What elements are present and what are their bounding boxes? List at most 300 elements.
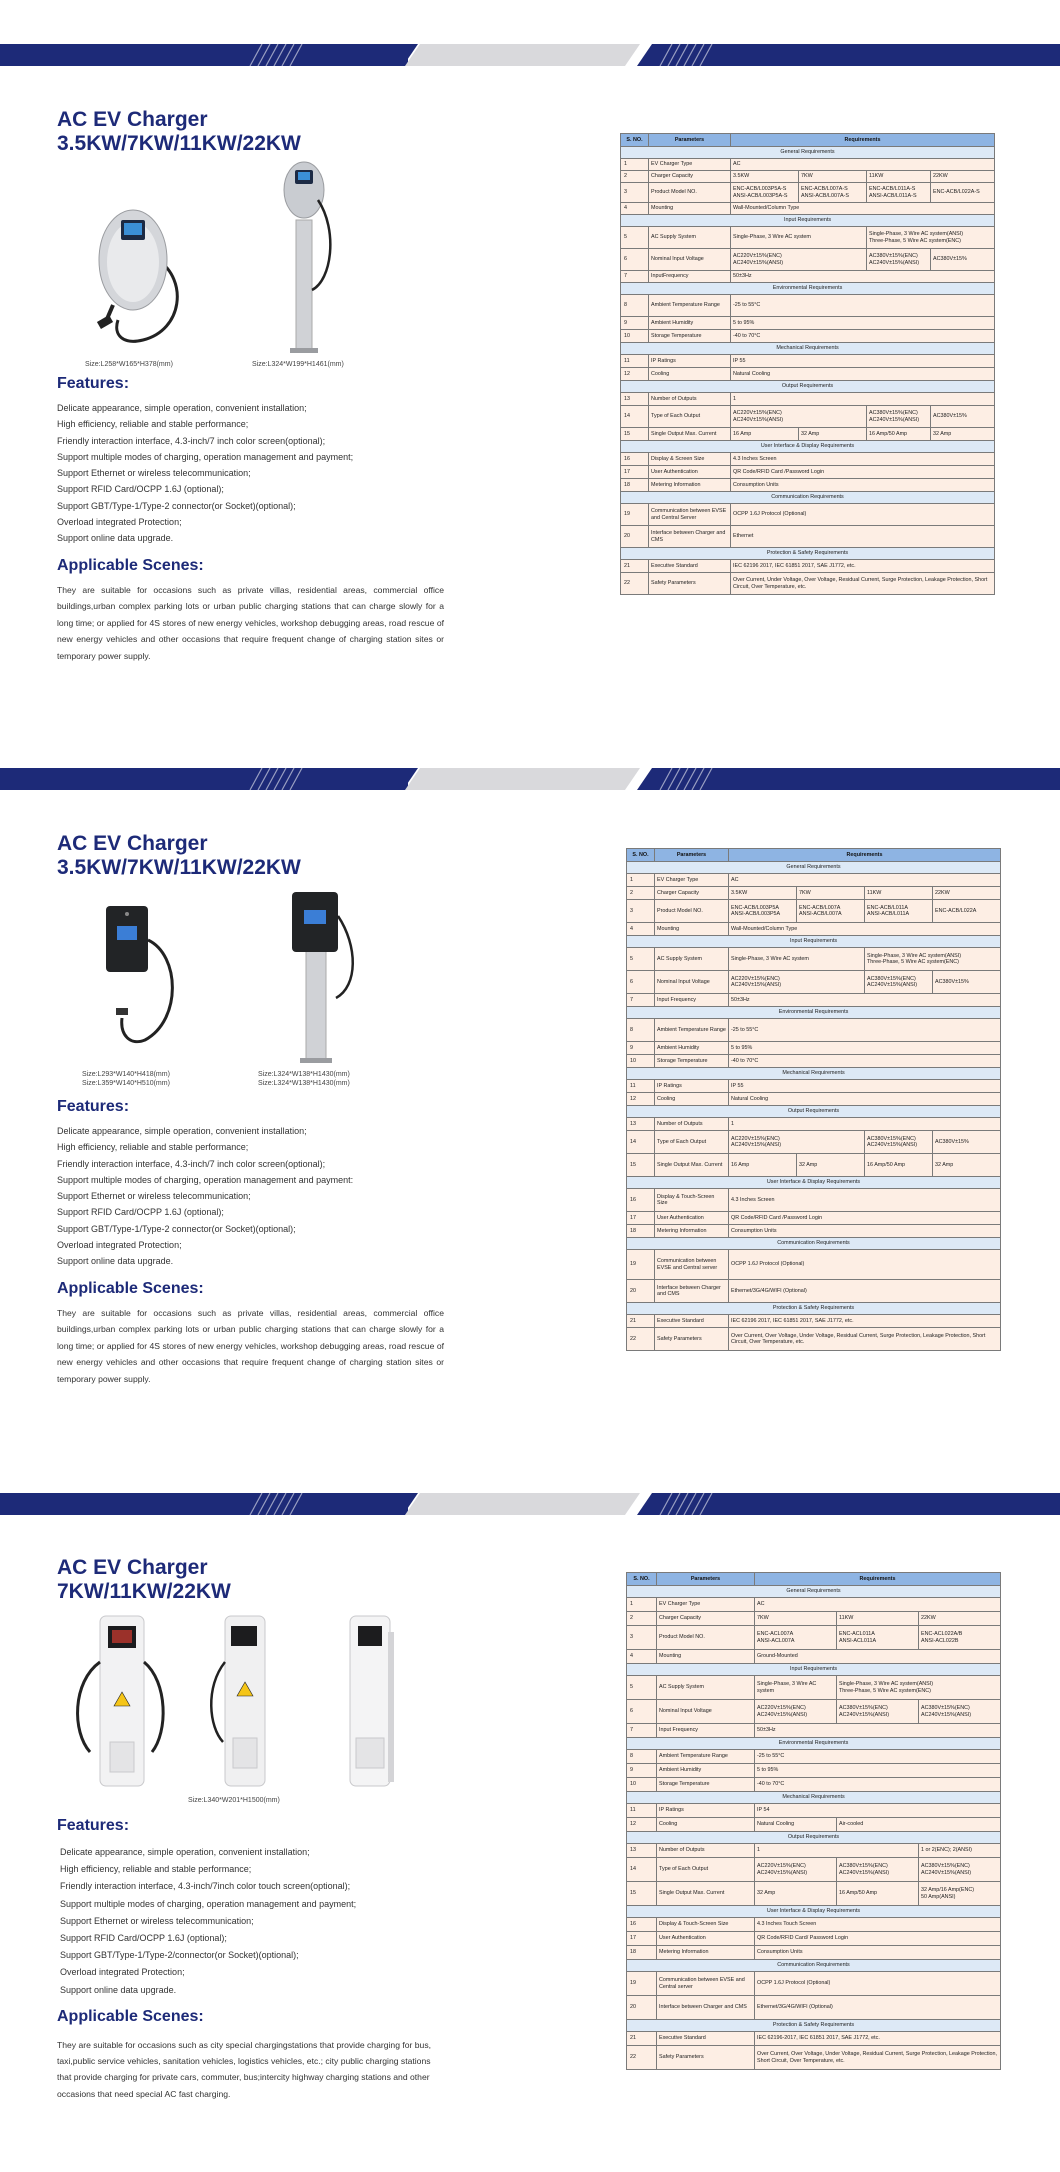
table-cell: Nominal Input Voltage bbox=[649, 249, 731, 271]
table-cell: Charger Capacity bbox=[655, 887, 729, 900]
charger-icon bbox=[88, 200, 188, 350]
table-row bbox=[621, 227, 995, 249]
title-line-1: AC EV Charger bbox=[57, 832, 208, 855]
table-cell: AC Supply System bbox=[657, 1676, 755, 1700]
table-cell: Input Requirements bbox=[627, 936, 1001, 948]
table-cell: 14 bbox=[627, 1858, 657, 1882]
spec-table bbox=[626, 848, 1001, 1351]
table-cell bbox=[867, 183, 931, 203]
table-cell: QR Code/RFID Card/ Password Login bbox=[755, 1932, 1001, 1946]
table-cell: Three-Phase, 5 Wire AC system(ENC) bbox=[867, 959, 959, 965]
table-section-row bbox=[627, 1664, 1001, 1676]
table-cell: 18 bbox=[627, 1225, 655, 1238]
feature-item: Support GBT/Type-1/Type-2 connector(or Socket)(optional); bbox=[57, 1223, 296, 1234]
table-cell: AC240V±15%(ANSI) bbox=[733, 416, 783, 423]
size-caption: Size:L293*W140*H418(mm) Size:L359*W140*H510(mm) bbox=[82, 1071, 170, 1087]
table-cell: ENC-ACB/L007A-S bbox=[801, 186, 848, 193]
table-section-row bbox=[627, 1068, 1001, 1080]
table-cell: 32 Amp bbox=[799, 428, 867, 441]
table-cell: AC240V±15%(ANSI) bbox=[733, 259, 783, 266]
table-row bbox=[621, 393, 995, 406]
feature-item: High efficiency, reliable and stable performance; bbox=[57, 1142, 249, 1153]
table-cell: 32 Amp bbox=[755, 1882, 837, 1906]
table-cell: Communication Requirements bbox=[627, 1960, 1001, 1972]
table-cell: 11 bbox=[627, 1804, 657, 1818]
table-cell: IP Ratings bbox=[649, 355, 731, 368]
table-cell: 4.3 Inches Screen bbox=[731, 453, 995, 466]
table-section-row bbox=[627, 1586, 1001, 1598]
table-cell: OCPP 1.6J Protocol (Optional) bbox=[729, 1250, 1001, 1280]
table-cell bbox=[731, 183, 799, 203]
product-title bbox=[57, 1556, 231, 1604]
table-cell: -40 to 70°C bbox=[731, 330, 995, 343]
table-header-row bbox=[627, 849, 1001, 862]
title-line-1: AC EV Charger bbox=[57, 108, 208, 131]
table-cell: 18 bbox=[627, 1946, 657, 1960]
table-cell: 16 bbox=[627, 1918, 657, 1932]
table-row bbox=[627, 887, 1001, 900]
table-cell: ANSI-ACB/L011A-S bbox=[869, 192, 917, 199]
table-cell bbox=[919, 1700, 1001, 1724]
features-heading: Features: bbox=[57, 1098, 130, 1115]
title-line-2: 3.5KW/7KW/11KW/22KW bbox=[57, 856, 301, 879]
table-row bbox=[627, 1918, 1001, 1932]
table-cell: Mechanical Requirements bbox=[621, 343, 995, 355]
table-cell: ANSI-ACB/L007A bbox=[799, 911, 842, 917]
table-cell: -40 to 70°C bbox=[729, 1055, 1001, 1068]
table-cell: Environmental Requirements bbox=[627, 1738, 1001, 1750]
table-row bbox=[627, 1700, 1001, 1724]
table-cell: Single Output Max. Current bbox=[657, 1882, 755, 1906]
table-cell: AC220V±15%(ENC) bbox=[757, 1863, 806, 1870]
table-cell: 15 bbox=[627, 1882, 657, 1906]
table-cell: 22 bbox=[627, 2046, 657, 2070]
table-cell: Display & Screen Size bbox=[649, 453, 731, 466]
table-cell: Single Output Max. Current bbox=[649, 428, 731, 441]
table-cell: 9 bbox=[627, 1764, 657, 1778]
product-title bbox=[57, 108, 301, 156]
table-cell: 12 bbox=[621, 368, 649, 381]
table-row bbox=[621, 330, 995, 343]
table-cell: AC220V±15%(ENC) bbox=[731, 1135, 780, 1142]
table-cell: Single-Phase, 3 Wire AC system(ANSI) bbox=[839, 1681, 934, 1688]
table-cell: AC220V±15%(ENC) bbox=[733, 253, 782, 260]
table-row bbox=[627, 994, 1001, 1007]
table-cell: User Authentication bbox=[655, 1212, 729, 1225]
scenes-heading: Applicable Scenes: bbox=[57, 1280, 204, 1297]
spec-table bbox=[626, 1572, 1001, 2070]
table-cell: Cooling bbox=[657, 1818, 755, 1832]
table-cell: 1 bbox=[627, 1598, 657, 1612]
table-row bbox=[627, 1055, 1001, 1068]
table-cell: Protection & Safety Requirements bbox=[621, 548, 995, 560]
table-cell: Natural Cooling bbox=[729, 1093, 1001, 1106]
table-cell: 7KW bbox=[755, 1612, 837, 1626]
table-cell bbox=[755, 1700, 837, 1724]
table-section-row bbox=[627, 1906, 1001, 1918]
table-cell: IP 55 bbox=[729, 1080, 1001, 1093]
table-cell: 4 bbox=[627, 923, 655, 936]
table-cell: 22KW bbox=[919, 1612, 1001, 1626]
table-cell: User Authentication bbox=[649, 466, 731, 479]
table-cell: Over Current, Over Voltage, Under Voltage, Residual Current, Surge Protection, Leakage Protection, Short Circuit, Over Temperature, etc. bbox=[729, 1328, 1001, 1351]
table-cell: 3 bbox=[627, 900, 655, 923]
table-cell: Product Model NO. bbox=[657, 1626, 755, 1650]
table-cell: 16 Amp bbox=[729, 1154, 797, 1177]
table-cell: AC240V±15%(ANSI) bbox=[867, 1142, 917, 1148]
table-section-row bbox=[627, 1738, 1001, 1750]
table-cell: 12 bbox=[627, 1093, 655, 1106]
title-line-2: 7KW/11KW/22KW bbox=[57, 1580, 231, 1603]
table-section-row bbox=[621, 283, 995, 295]
table-cell: Over Current, Over Voltage, Under Voltage, Residual Current, Surge Protection, Leakage Protection, Short Circuit, Over Temperature, etc. bbox=[755, 2046, 1001, 2070]
table-cell: 10 bbox=[627, 1778, 657, 1792]
table-section-row bbox=[621, 441, 995, 453]
feature-item: Friendly interaction interface, 4.3-inch/7inch color touch screen(optional); bbox=[60, 1881, 351, 1892]
table-cell: Three-Phase, 5 Wire AC system(ENC) bbox=[869, 237, 961, 244]
table-row bbox=[621, 453, 995, 466]
table-section-row bbox=[627, 2020, 1001, 2032]
table-cell: Display & Touch-Screen Size bbox=[657, 1918, 755, 1932]
table-cell: 8 bbox=[627, 1750, 657, 1764]
table-cell: -25 to 55°C bbox=[729, 1019, 1001, 1042]
table-cell: Wall-Mounted/Column Type bbox=[731, 203, 995, 215]
table-cell: AC Supply System bbox=[655, 948, 729, 971]
table-cell: Ground-Mounted bbox=[755, 1650, 1001, 1664]
table-cell: Type of Each Output bbox=[657, 1858, 755, 1882]
table-cell: AC240V±15%(ANSI) bbox=[921, 1869, 971, 1876]
table-cell: AC240V±15%(ANSI) bbox=[839, 1711, 889, 1718]
table-cell: 16 bbox=[621, 453, 649, 466]
table-cell: Consumption Units bbox=[729, 1225, 1001, 1238]
feature-item: Support RFID Card/OCPP 1.6J (optional); bbox=[57, 484, 224, 495]
table-cell: Type of Each Output bbox=[655, 1131, 729, 1154]
table-cell: 32 Amp bbox=[931, 428, 995, 441]
table-cell: ENC-ACL007A bbox=[757, 1631, 794, 1638]
table-row bbox=[621, 560, 995, 573]
table-cell: Safety Parameters bbox=[649, 573, 731, 595]
table-cell: ENC-ACB/L011A-S bbox=[869, 186, 916, 193]
table-section-row bbox=[621, 215, 995, 227]
table-cell: 32 Amp bbox=[933, 1154, 1001, 1177]
table-cell bbox=[837, 1858, 919, 1882]
table-row bbox=[621, 526, 995, 548]
table-row bbox=[627, 948, 1001, 971]
product-title bbox=[57, 832, 301, 880]
table-cell: AC380V±15% bbox=[933, 1131, 1001, 1154]
table-cell: 50 Amp(ANSI) bbox=[921, 1893, 956, 1900]
table-cell: 22 bbox=[627, 1328, 655, 1351]
table-row bbox=[621, 479, 995, 492]
table-cell: 16 Amp bbox=[731, 428, 799, 441]
table-row bbox=[627, 1612, 1001, 1626]
table-cell: Storage Temperature bbox=[657, 1778, 755, 1792]
table-cell: ENC-ACB/L003P5A-S bbox=[733, 186, 787, 193]
table-cell: 9 bbox=[627, 1042, 655, 1055]
features-list bbox=[60, 1844, 460, 1999]
title-line-1: AC EV Charger bbox=[57, 1556, 208, 1579]
scenes-heading: Applicable Scenes: bbox=[57, 2008, 204, 2025]
table-row bbox=[627, 1778, 1001, 1792]
table-section-row bbox=[627, 1792, 1001, 1804]
table-cell: 6 bbox=[621, 249, 649, 271]
table-cell: Storage Temperature bbox=[649, 330, 731, 343]
table-cell: Wall-Mounted/Column Type bbox=[729, 923, 1001, 936]
table-cell: 14 bbox=[621, 406, 649, 428]
table-cell: Protection & Safety Requirements bbox=[627, 2020, 1001, 2032]
table-cell: AC Supply System bbox=[649, 227, 731, 249]
table-cell bbox=[867, 227, 995, 249]
feature-item: Support GBT/Type-1/Type-2 connector(or Socket)(optional); bbox=[57, 500, 296, 511]
table-cell: 13 bbox=[621, 393, 649, 406]
table-row bbox=[627, 1972, 1001, 1996]
table-cell: 19 bbox=[621, 504, 649, 526]
table-cell: 2 bbox=[627, 887, 655, 900]
table-cell: EV Charger Type bbox=[655, 874, 729, 887]
table-cell: 4.3 Inches Touch Screen bbox=[755, 1918, 1001, 1932]
table-row bbox=[621, 171, 995, 183]
table-cell: Single-Phase, 3 Wire AC system bbox=[729, 948, 865, 971]
table-cell bbox=[731, 406, 867, 428]
charger-icon bbox=[270, 160, 340, 355]
table-cell: Mounting bbox=[655, 923, 729, 936]
table-header-row bbox=[627, 1573, 1001, 1586]
table-cell: Interface between Charger and CMS bbox=[649, 526, 731, 548]
table-cell: AC380V±15%(ENC) bbox=[921, 1705, 970, 1712]
charger-icon bbox=[70, 1612, 170, 1792]
table-cell: AC240V±15%(ANSI) bbox=[869, 259, 919, 266]
table-cell bbox=[919, 1858, 1001, 1882]
table-cell: Ethernet/3G/4G/WIFI (Optional) bbox=[729, 1280, 1001, 1303]
feature-item: Overload integrated Protection; bbox=[60, 1967, 185, 1978]
table-cell: 7KW bbox=[797, 887, 865, 900]
table-cell: Parameters bbox=[655, 849, 729, 862]
table-cell: 7KW bbox=[799, 171, 867, 183]
table-row bbox=[627, 1212, 1001, 1225]
feature-item: Delicate appearance, simple operation, convenient installation; bbox=[57, 1126, 307, 1136]
table-row bbox=[627, 1844, 1001, 1858]
table-row bbox=[621, 183, 995, 203]
table-cell: User Interface & Display Requirements bbox=[621, 441, 995, 453]
charger-icon bbox=[282, 886, 362, 1066]
table-cell: ENC-ACB/L022A-S bbox=[931, 183, 995, 203]
table-cell bbox=[755, 1626, 837, 1650]
table-cell: Nominal Input Voltage bbox=[655, 971, 729, 994]
size-caption: Size:L324*W199*H1461(mm) bbox=[252, 361, 344, 368]
table-section-row bbox=[627, 1106, 1001, 1118]
table-cell: Nominal Input Voltage bbox=[657, 1700, 755, 1724]
table-header-row bbox=[621, 134, 995, 147]
table-cell: Ambient Humidity bbox=[655, 1042, 729, 1055]
table-cell: Communication Requirements bbox=[621, 492, 995, 504]
table-row bbox=[627, 923, 1001, 936]
feature-item: Support RFID Card/OCPP 1.6J (optional); bbox=[57, 1207, 224, 1218]
table-cell: 16 bbox=[627, 1189, 655, 1212]
table-row bbox=[627, 1598, 1001, 1612]
table-cell: ENC-ACL011A bbox=[839, 1631, 875, 1638]
table-section-row bbox=[627, 1177, 1001, 1189]
table-row bbox=[627, 1225, 1001, 1238]
table-cell: 1 bbox=[729, 1118, 1001, 1131]
table-cell: Parameters bbox=[649, 134, 731, 147]
table-cell: Ambient Temperature Range bbox=[657, 1750, 755, 1764]
table-cell: Executive Standard bbox=[649, 560, 731, 573]
table-cell: 1 bbox=[621, 159, 649, 171]
table-cell: Single-Phase, 3 Wire AC system bbox=[731, 227, 867, 249]
table-cell: 22KW bbox=[933, 887, 1001, 900]
table-row bbox=[627, 1750, 1001, 1764]
table-cell: Consumption Units bbox=[755, 1946, 1001, 1960]
table-row bbox=[627, 1804, 1001, 1818]
table-row bbox=[627, 1189, 1001, 1212]
table-section-row bbox=[621, 492, 995, 504]
table-cell: Executive Standard bbox=[655, 1315, 729, 1328]
table-cell: AC220V±15%(ENC) bbox=[731, 975, 780, 982]
table-cell: ANSI-ACB/L003P5A-S bbox=[733, 192, 788, 199]
table-cell: S. NO. bbox=[627, 1573, 657, 1586]
table-row bbox=[627, 1250, 1001, 1280]
size-caption: Size:L324*W138*H1430(mm) Size:L324*W138*H1430(mm) bbox=[258, 1071, 350, 1087]
header-band bbox=[0, 44, 1060, 66]
feature-item: Friendly interaction interface, 4.3-inch/7 inch color screen(optional); bbox=[57, 1158, 326, 1169]
table-cell: 7 bbox=[627, 994, 655, 1007]
table-cell: 16 Amp/50 Amp bbox=[837, 1882, 919, 1906]
table-section-row bbox=[621, 343, 995, 355]
table-cell: 17 bbox=[627, 1932, 657, 1946]
table-cell: Product Model NO. bbox=[649, 183, 731, 203]
table-cell: Single-Phase, 3 Wire AC system(ANSI) bbox=[867, 952, 962, 959]
table-cell: AC380V±15%(ENC) bbox=[869, 410, 918, 417]
table-cell: 10 bbox=[621, 330, 649, 343]
table-row bbox=[621, 159, 995, 171]
table-row bbox=[627, 1019, 1001, 1042]
table-cell: General Requirements bbox=[627, 862, 1001, 874]
table-cell: Requirements bbox=[731, 134, 995, 147]
feature-item: Support online data upgrade. bbox=[60, 1984, 177, 1995]
table-cell: ENC-ACB/L007A bbox=[799, 904, 841, 911]
table-row bbox=[627, 2046, 1001, 2070]
feature-item: Support multiple modes of charging, operation management and payment; bbox=[57, 451, 354, 462]
feature-item: Support multiple modes of charging, operation management and payment; bbox=[60, 1898, 357, 1909]
table-cell: AC bbox=[731, 159, 995, 171]
table-cell: 4.3 Inches Screen bbox=[729, 1189, 1001, 1212]
charger-icon bbox=[205, 1612, 285, 1792]
feature-item: Support Ethernet or wireless telecommunication; bbox=[60, 1915, 254, 1926]
table-section-row bbox=[627, 1960, 1001, 1972]
table-cell: Mechanical Requirements bbox=[627, 1792, 1001, 1804]
features-heading: Features: bbox=[57, 375, 130, 392]
table-cell: IP 54 bbox=[755, 1804, 1001, 1818]
table-cell: Cooling bbox=[655, 1093, 729, 1106]
feature-item: Friendly interaction interface, 4.3-inch/7 inch color screen(optional); bbox=[57, 435, 326, 446]
table-cell: Storage Temperature bbox=[655, 1055, 729, 1068]
scenes-heading: Applicable Scenes: bbox=[57, 557, 204, 574]
table-cell: 7 bbox=[621, 271, 649, 283]
table-cell: AC380V±15%(ENC) bbox=[839, 1705, 888, 1712]
table-cell: AC380V±15%(ENC) bbox=[867, 975, 916, 982]
table-cell: Protection & Safety Requirements bbox=[627, 1303, 1001, 1315]
feature-item: Overload integrated Protection; bbox=[57, 517, 182, 528]
table-cell: IEC 62196-2017, IEC 61851 2017, SAE J1772, etc. bbox=[755, 2032, 1001, 2046]
table-cell: Charger Capacity bbox=[649, 171, 731, 183]
charger-icon bbox=[330, 1612, 410, 1792]
table-cell: AC380V±15% bbox=[933, 971, 1001, 994]
table-cell: 4 bbox=[627, 1650, 657, 1664]
table-cell: ANSI-ACL022B bbox=[921, 1637, 959, 1644]
table-cell: EV Charger Type bbox=[657, 1598, 755, 1612]
table-cell bbox=[837, 1700, 919, 1724]
table-cell: 20 bbox=[627, 1996, 657, 2020]
table-row bbox=[627, 1946, 1001, 1960]
table-cell: 7 bbox=[627, 1724, 657, 1738]
table-cell: ANSI-ACB/L003P5A bbox=[731, 911, 781, 917]
table-cell: 11KW bbox=[837, 1612, 919, 1626]
table-section-row bbox=[627, 1007, 1001, 1019]
table-row bbox=[621, 249, 995, 271]
feature-item: Overload integrated Protection; bbox=[57, 1240, 182, 1251]
table-cell: 1 bbox=[627, 874, 655, 887]
header-band bbox=[0, 768, 1060, 790]
table-cell: Natural Cooling bbox=[731, 368, 995, 381]
table-cell: 22KW bbox=[931, 171, 995, 183]
table-cell: AC bbox=[755, 1598, 1001, 1612]
table-cell: 16 Amp/50 Amp bbox=[865, 1154, 933, 1177]
table-cell: EV Charger Type bbox=[649, 159, 731, 171]
table-cell bbox=[729, 971, 865, 994]
table-cell: ANSI-ACL011A bbox=[839, 1637, 877, 1644]
table-section-row bbox=[627, 862, 1001, 874]
table-cell: 15 bbox=[627, 1154, 655, 1177]
table-cell: 11 bbox=[627, 1080, 655, 1093]
table-cell: User Interface & Display Requirements bbox=[627, 1177, 1001, 1189]
table-cell: Air-cooled bbox=[837, 1818, 1001, 1832]
feature-item: Support Ethernet or wireless telecommunication; bbox=[57, 468, 251, 479]
table-cell: Output Requirements bbox=[627, 1106, 1001, 1118]
feature-item: High efficiency, reliable and stable performance; bbox=[57, 419, 249, 430]
table-row bbox=[627, 2032, 1001, 2046]
table-cell: Safety Parameters bbox=[655, 1328, 729, 1351]
table-cell: Over Current, Under Voltage, Over Voltage, Residual Current, Surge Protection, Leakage Protection, Short Circuit, Over Temperature, etc. bbox=[731, 573, 995, 595]
table-cell: AC bbox=[729, 874, 1001, 887]
table-section-row bbox=[621, 147, 995, 159]
table-row bbox=[621, 355, 995, 368]
table-cell: 1 bbox=[755, 1844, 919, 1858]
table-row bbox=[627, 1315, 1001, 1328]
table-cell bbox=[865, 900, 933, 923]
table-cell bbox=[867, 249, 931, 271]
table-cell: Parameters bbox=[657, 1573, 755, 1586]
table-cell bbox=[837, 1626, 919, 1650]
table-cell: Interface between Charger and CMS bbox=[655, 1280, 729, 1303]
table-cell: 19 bbox=[627, 1972, 657, 1996]
table-cell: QR Code/RFID Card /Password Login bbox=[729, 1212, 1001, 1225]
table-row bbox=[621, 295, 995, 317]
table-cell: ENC-ACL022A/B bbox=[921, 1631, 963, 1638]
table-cell: AC220V±15%(ENC) bbox=[757, 1705, 806, 1712]
table-section-row bbox=[621, 548, 995, 560]
table-cell: 21 bbox=[621, 560, 649, 573]
table-cell: Mechanical Requirements bbox=[627, 1068, 1001, 1080]
table-row bbox=[627, 1996, 1001, 2020]
table-cell: 3 bbox=[621, 183, 649, 203]
table-cell: ENC-ACB/L011A bbox=[867, 904, 908, 911]
table-cell: Communication between EVSE and Central server bbox=[655, 1250, 729, 1280]
table-cell: Metering Information bbox=[657, 1946, 755, 1960]
table-cell: Charger Capacity bbox=[657, 1612, 755, 1626]
table-row bbox=[627, 1042, 1001, 1055]
table-cell: AC240V±15%(ANSI) bbox=[867, 982, 917, 988]
table-cell: 4 bbox=[621, 203, 649, 215]
